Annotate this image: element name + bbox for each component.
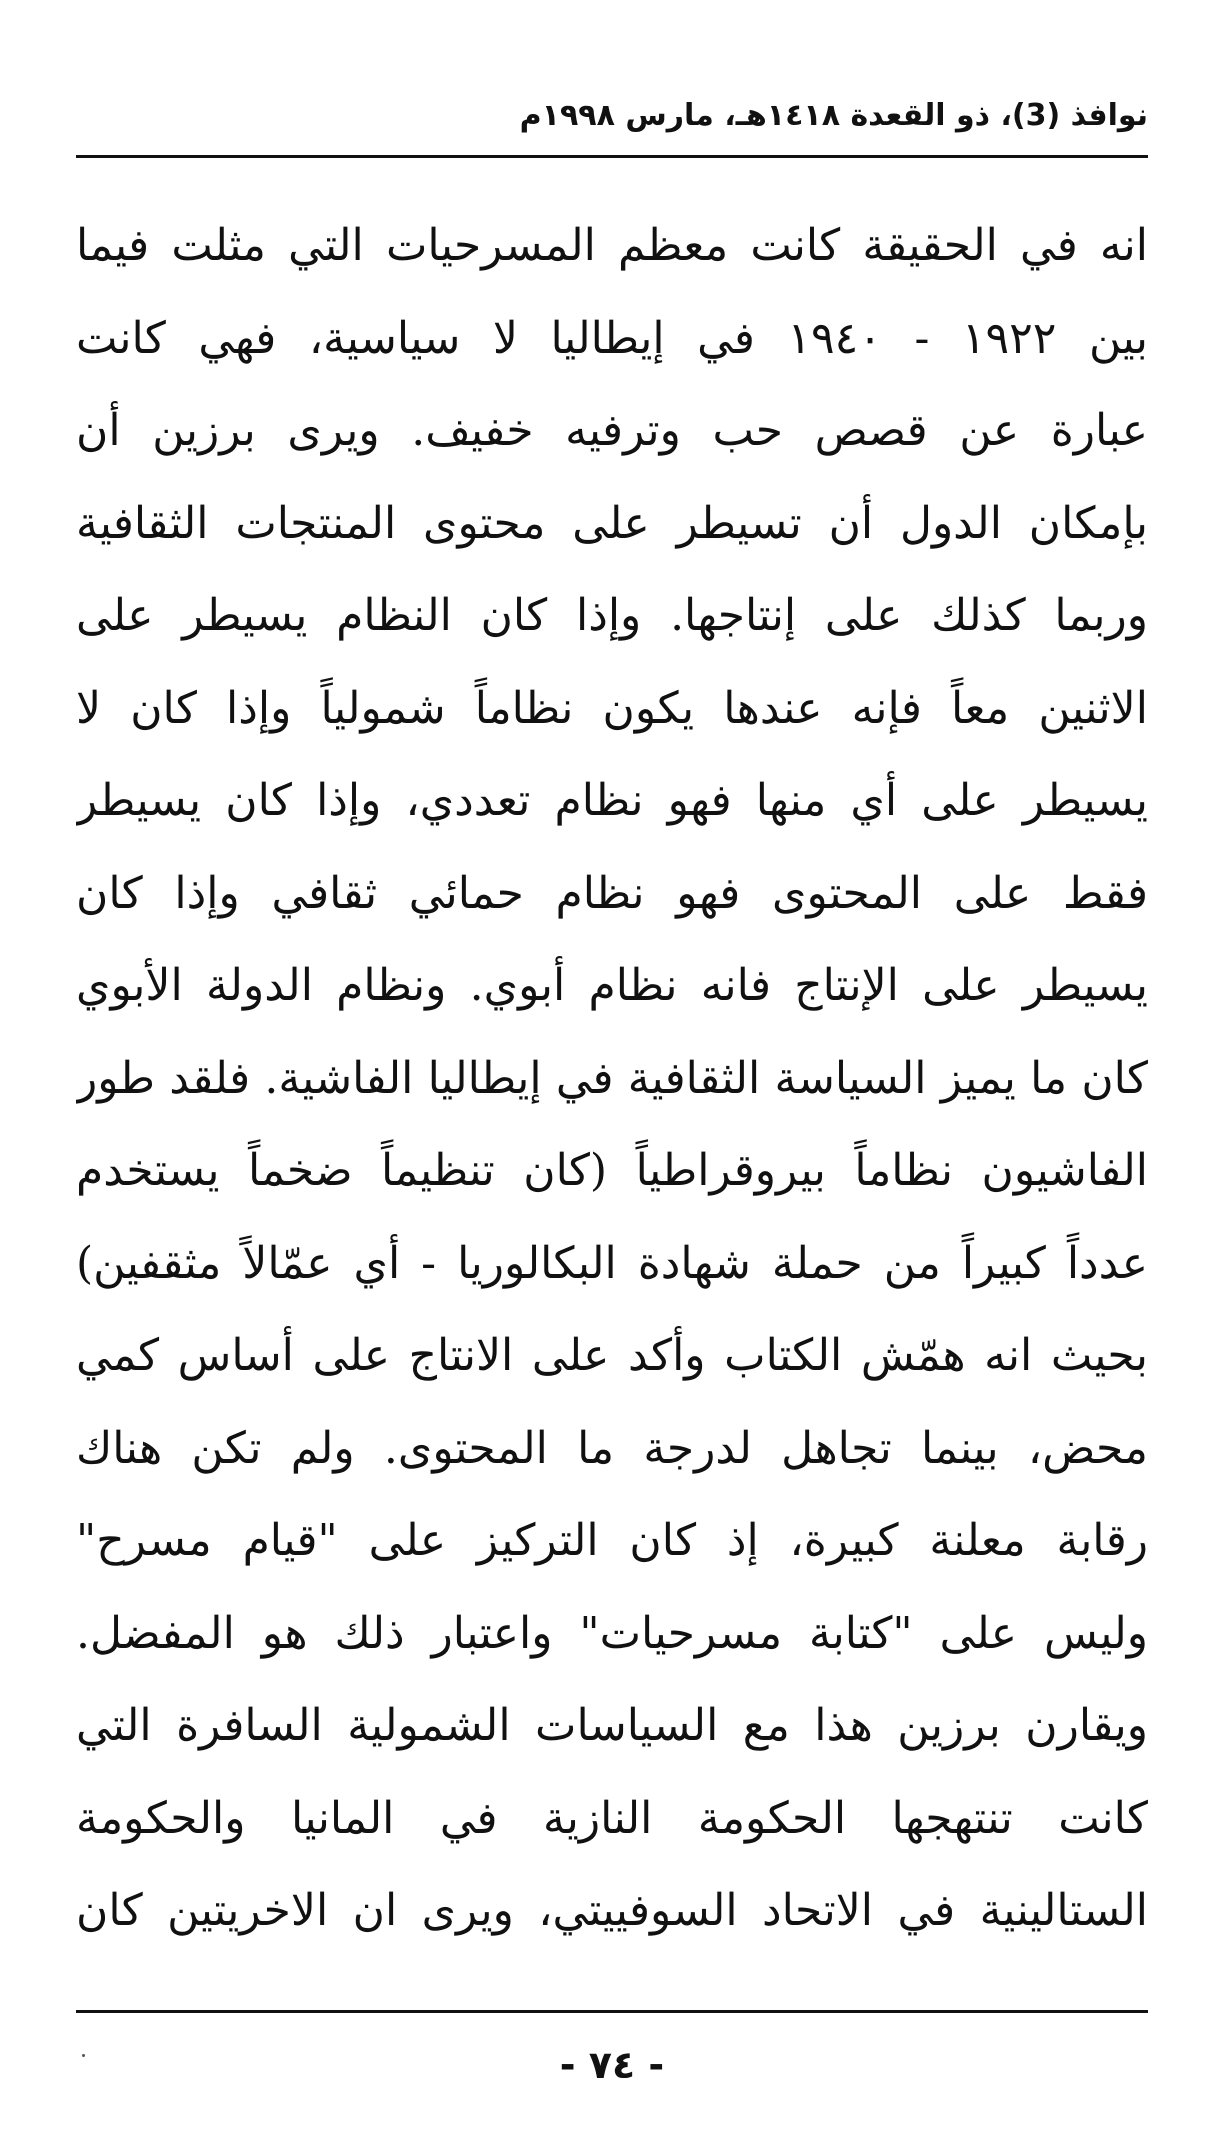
text-line: انه في الحقيقة كانت معظم المسرحيات التي مثلت فيما [76, 220, 1148, 271]
text-line: الستالينية في الاتحاد السوفييتي، ويرى ان الاخريتين كان [76, 1885, 1148, 1936]
text-line: الاثنين معاً فإنه عندها يكون نظاماً شمولياً وإذا كان لا [76, 682, 1148, 734]
text-line: عدداً كبيراً من حملة شهادة البكالوريا - أي عمّالاً مثقفين) [76, 1237, 1148, 1289]
text-line: بإمكان الدول أن تسيطر على محتوى المنتجات الثقافية [76, 497, 1148, 549]
text-line: رقابة معلنة كبيرة، إذ كان التركيز على "قيام مسرح" [76, 1515, 1148, 1566]
text-line: كانت تنتهجها الحكومة النازية في المانيا والحكومة [76, 1792, 1148, 1844]
text-line: يسيطر على أي منها فهو نظام تعددي، وإذا كان يسيطر [76, 775, 1148, 826]
header-divider [76, 155, 1148, 158]
body-paragraph [76, 200, 1148, 1958]
text-line: الفاشيون نظاماً بيروقراطياً (كان تنظيماً ضخماً يستخدم [76, 1145, 1148, 1196]
footer-divider [76, 2010, 1148, 2013]
text-line: كان ما يميز السياسة الثقافية في إيطاليا الفاشية. فلقد طور [76, 1052, 1148, 1104]
text-line: ويقارن برزين هذا مع السياسات الشمولية السافرة التي [76, 1700, 1148, 1751]
text-line: يسيطر على الإنتاج فانه نظام أبوي. ونظام الدولة الأبوي [76, 960, 1148, 1011]
text-line: عبارة عن قصص حب وترفيه خفيف. ويرى برزين أن [76, 405, 1148, 456]
text-line: وربما كذلك على إنتاجها. وإذا كان النظام يسيطر على [76, 590, 1148, 641]
page-number: - ٧٤ - [559, 2043, 665, 2087]
text-line: وليس على "كتابة مسرحيات" واعتبار ذلك هو المفضل. [76, 1607, 1148, 1659]
running-header: نوافذ (3)، ذو القعدة ١٤١٨هـ، مارس ١٩٩٨م [519, 98, 1148, 133]
text-line: فقط على المحتوى فهو نظام حمائي ثقافي وإذا كان [76, 867, 1148, 919]
scan-speck [82, 2054, 85, 2057]
text-line: بحيث انه همّش الكتاب وأكد على الانتاج على أساس كمي [76, 1330, 1148, 1381]
text-line: محض، بينما تجاهل لدرجة ما المحتوى. ولم تكن هناك [76, 1422, 1148, 1474]
text-line: بين ١٩٢٢ - ١٩٤٠ في إيطاليا لا سياسية، فهي كانت [76, 312, 1148, 364]
